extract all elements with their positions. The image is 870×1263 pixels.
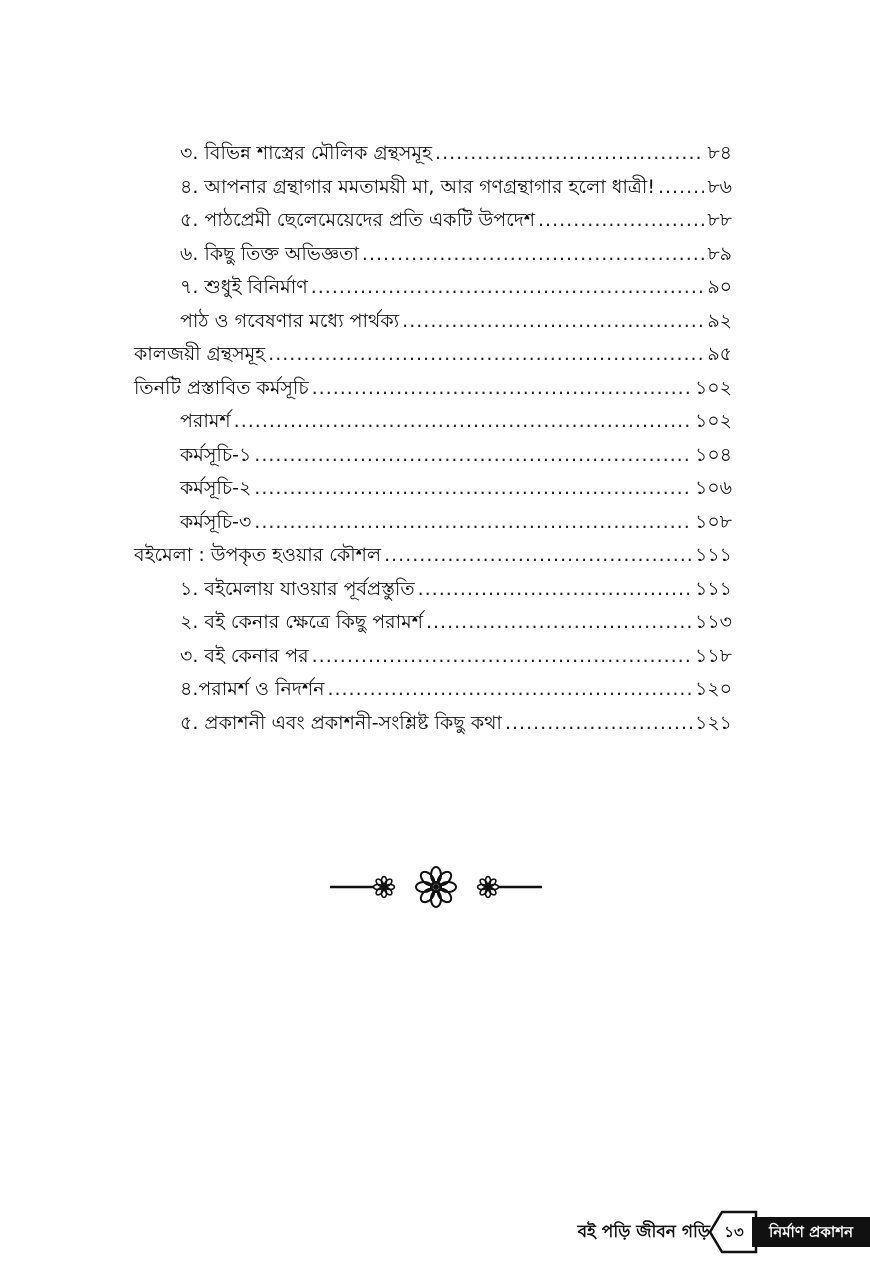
toc-entry-page: ৯৫: [707, 343, 732, 365]
toc-dot-leader: [234, 405, 692, 438]
toc-entry-title: কর্মসূচি-২: [180, 477, 252, 499]
toc-entry-page: ১১৩: [694, 611, 732, 633]
toc-entry: [180, 707, 732, 740]
toc-entry-title: ১. বইমেলায় যাওয়ার পূর্বপ্রস্তুতি: [180, 577, 415, 600]
toc-entry: [134, 338, 732, 371]
toc-entry: [180, 439, 732, 472]
toc-entry-title: ২. বই কেনার ক্ষেত্রে কিছু পরামর্শ: [180, 611, 423, 633]
toc-entry: [180, 573, 732, 606]
toc-entry-title: কালজয়ী গ্রন্থসমূহ: [134, 343, 266, 365]
toc-dot-leader: [312, 640, 692, 673]
toc-entry: [180, 472, 732, 505]
toc-entry-page: ১০৬: [694, 477, 732, 499]
toc-entry-page: ১১১: [695, 544, 732, 566]
toc-dot-leader: [268, 338, 704, 371]
toc-entry: [180, 506, 732, 539]
toc-entry-title: পরামর্শ: [180, 410, 231, 432]
toc-entry-title: কর্মসূচি-৩: [180, 510, 252, 533]
toc-entry: [180, 171, 732, 204]
toc-entry-page: ১১৮: [695, 644, 732, 667]
toc-entry-title: ৭. শুধুই বিনির্মাণ: [180, 276, 308, 298]
toc-entry: [134, 539, 732, 572]
toc-entry-title: ৬. কিছু তিক্ত অভিজ্ঞতা: [180, 242, 359, 265]
page-number: ১৩: [724, 1223, 744, 1241]
toc-entry: [180, 305, 732, 338]
page-footer: [0, 1210, 870, 1254]
toc-entry: [134, 372, 732, 405]
toc-entry-title: ৩. বই কেনার পর: [180, 644, 309, 667]
toc-dot-leader: [362, 238, 704, 271]
toc-entry-page: ৮৮: [707, 209, 732, 231]
toc-entry: [180, 405, 732, 438]
book-title: বই পড়ি জীবন গড়ি: [577, 1222, 710, 1242]
toc-dot-leader: [505, 707, 692, 740]
toc-dot-leader: [426, 606, 692, 639]
toc-entry: [180, 606, 732, 639]
toc-dot-leader: [435, 137, 704, 170]
toc-entry-page: ৯০: [707, 276, 732, 298]
publisher-logo: নির্মাণ প্রকাশন: [752, 1217, 870, 1247]
toc-entry-title: ৪.পরামর্শ ও নিদর্শন: [180, 678, 325, 700]
toc-entry: [180, 673, 732, 706]
toc-dot-leader: [402, 305, 704, 338]
toc-entry-page: ১০২: [694, 376, 732, 399]
toc-entry-page: ১২০: [694, 678, 732, 700]
toc-dot-leader: [327, 673, 692, 706]
toc-dot-leader: [384, 539, 692, 572]
toc-entry-page: ৮৪: [707, 142, 732, 164]
toc-entry-title: ৪. আপনার গ্রন্থাগার মমতাময়ী মা, আর গণগ্রন্থাগার হলো ধাত্রী!: [180, 175, 655, 198]
toc-dot-leader: [538, 204, 704, 237]
toc-dot-leader: [658, 171, 704, 204]
toc-entry-title: পাঠ ও গবেষণার মধ্যে পার্থক্য: [180, 309, 400, 332]
floral-divider-icon: [328, 864, 544, 910]
toc-entry-page: ৮৬: [707, 175, 732, 198]
toc-dot-leader: [254, 439, 692, 472]
toc-entry: [180, 271, 732, 304]
toc-dot-leader: [312, 372, 692, 405]
toc-dot-leader: [418, 573, 692, 606]
toc-dot-leader: [254, 506, 692, 539]
toc-entry-page: ১০৪: [694, 443, 732, 466]
toc-entry-title: বইমেলা : উপকৃত হওয়ার কৌশল: [134, 544, 382, 566]
toc-entry-page: ১১১: [695, 577, 732, 600]
toc-entry-title: ৫. প্রকাশনী এবং প্রকাশনী-সংশ্লিষ্ট কিছু কথা: [180, 711, 502, 734]
toc-entry-title: কর্মসূচি-১: [180, 443, 252, 466]
toc-dot-leader: [254, 472, 692, 505]
toc-entry: [180, 137, 732, 170]
toc-entry-page: ৯২: [707, 309, 732, 332]
toc-entry-page: ১২১: [694, 711, 732, 734]
toc-entry-title: ৩. বিভিন্ন শাস্ত্রের মৌলিক গ্রন্থসমূহ: [180, 142, 433, 164]
toc-entry-title: তিনটি প্রস্তাবিত কর্মসূচি: [134, 376, 309, 399]
toc-entry-page: ১০৮: [694, 510, 732, 533]
toc-entry: [180, 238, 732, 271]
toc-dot-leader: [311, 271, 705, 304]
toc-entry-page: ৮৯: [707, 242, 732, 265]
toc-entry: [180, 204, 732, 237]
toc-entry-page: ১০২: [694, 410, 732, 432]
toc-entry-title: ৫. পাঠপ্রেমী ছেলেমেয়েদের প্রতি একটি উপদেশ: [180, 209, 535, 231]
toc-entry: [180, 640, 732, 673]
